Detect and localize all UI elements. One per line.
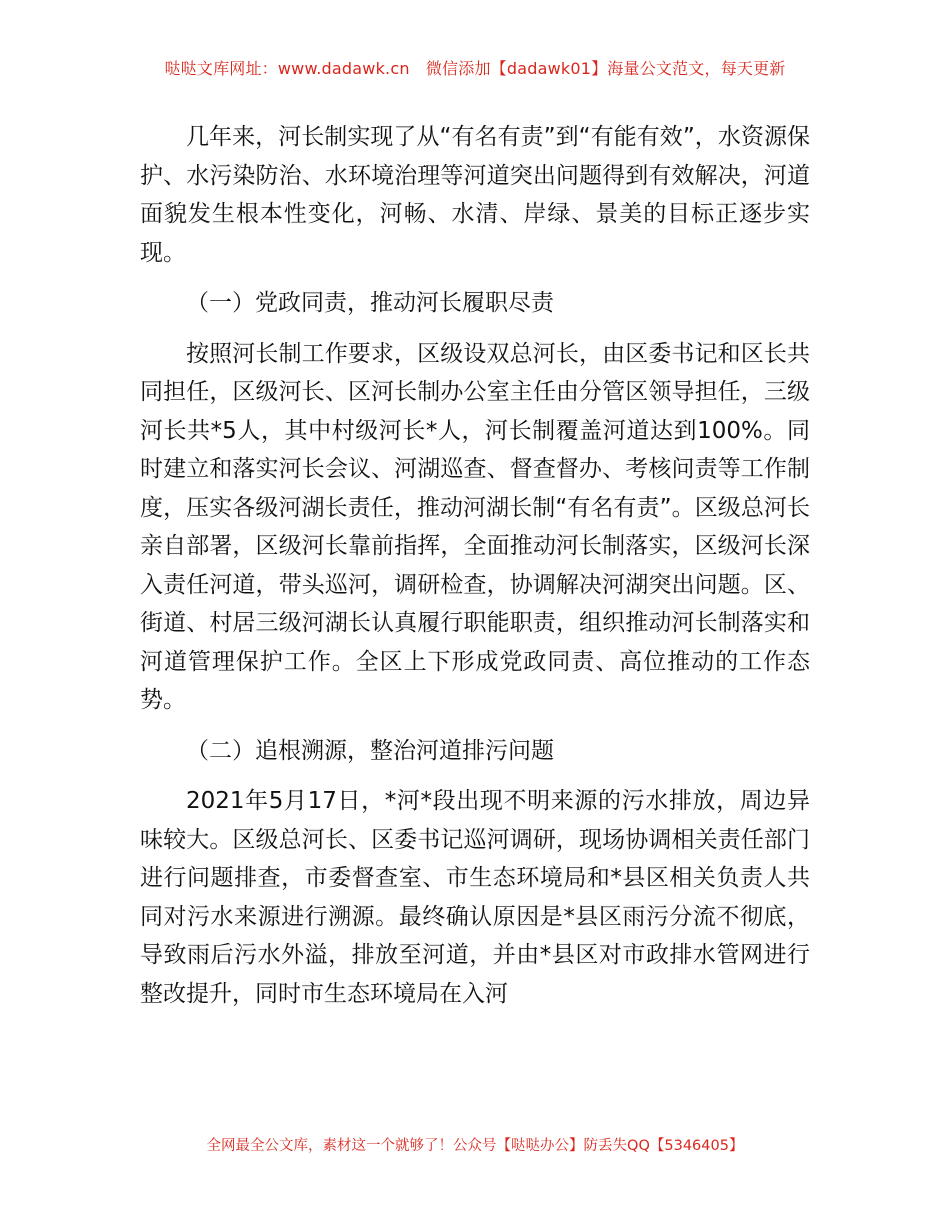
header-watermark-banner: 哒哒文库网址：www.dadawk.cn 微信添加【dadawk01】海量公文范文，每天更新 — [164, 59, 786, 78]
paragraph-intro: 几年来，河长制实现了从“有名有责”到“有能有效”，水资源保护、水污染防治、水环境治理等河道突出问题得到有效解决，河道面貌发生根本性变化，河畅、水清、岸绿、景美的目标正逐步实现。 — [140, 124, 810, 266]
paragraph-section-2: 2021年5月17日，*河*段出现不明来源的污水排放，周边异味较大。区级总河长、区委书记巡河调研，现场协调相关责任部门进行问题排查，市委督查室、市生态环境局和*县区相关负责人共同对污水来源进行溯源。最终确认原因是*县区雨污分流不彻底，导致雨后污水外溢，排放至河道，并由*县区对市政排水管网进行整改提升，同时市生态环境局在入河 — [140, 788, 810, 1007]
document-body — [140, 118, 810, 1013]
paragraph-section-1: 按照河长制工作要求，区级设双总河长，由区委书记和区长共同担任，区级河长、区河长制办公室主任由分管区领导担任，三级河长共*5人，其中村级河长*人，河长制覆盖河道达到100%。同时建立和落实河长会议、河湖巡查、督查督办、考核问责等工作制度，压实各级河湖长责任，推动河湖长制“有名有责”。区级总河长亲自部署，区级河长靠前指挥，全面推动河长制落实，区级河长深入责任河道，带头巡河，调研检查，协调解决河湖突出问题。区、街道、村居三级河湖长认真履行职能职责，组织推动河长制落实和河道管理保护工作。全区上下形成党政同责、高位推动的工作态势。 — [140, 340, 810, 713]
section-heading-2: （二）追根溯源，整治河道排污问题 — [186, 737, 554, 764]
section-heading-1: （一）党政同责，推动河长履职尽责 — [186, 290, 554, 316]
footer-watermark-banner: 全网最全公文库，素材这一个就够了！公众号【哒哒办公】防丢失QQ【5346405】 — [206, 1138, 744, 1154]
